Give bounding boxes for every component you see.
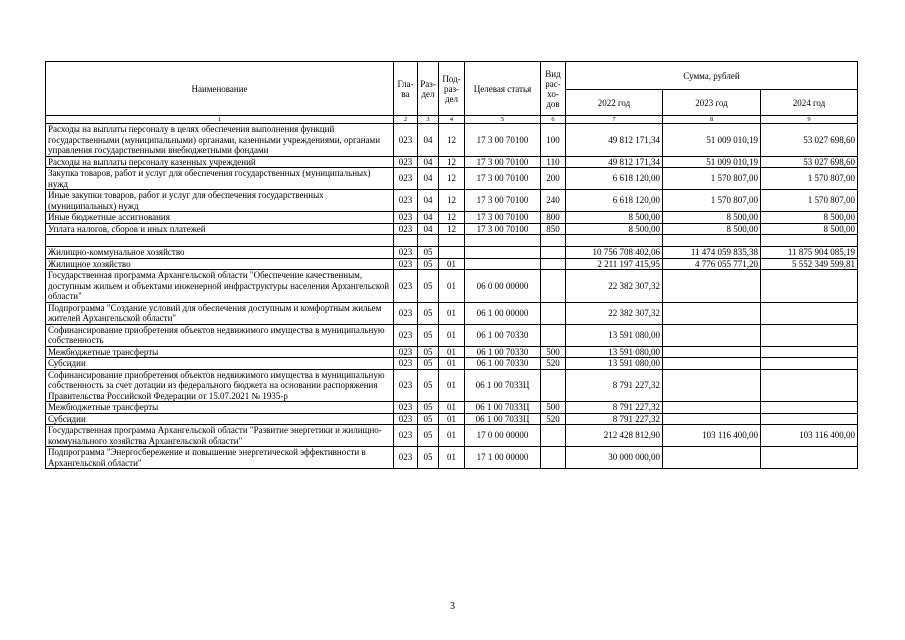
row-sum-2022: 8 791 227,32: [566, 413, 663, 425]
row-sum-2023: 1 570 807,00: [663, 190, 761, 212]
table-row: [46, 235, 858, 247]
row-sum-2024: 8 500,00: [761, 223, 858, 235]
row-expense-type: [541, 324, 566, 346]
row-podrazdel: 01: [439, 447, 465, 469]
row-sum-2022: 13 591 080,00: [566, 346, 663, 358]
table-row: [46, 247, 858, 259]
row-sum-2024: [761, 270, 858, 303]
header-razdel: Раз-дел: [418, 62, 439, 116]
row-name: Иные закупки товаров, работ и услуг для обеспечения государственных (муниципальных) нужд: [46, 190, 394, 212]
table-row: [46, 156, 858, 168]
row-expense-type: [541, 235, 566, 247]
row-glava: 023: [394, 212, 418, 224]
row-podrazdel: 12: [439, 156, 465, 168]
row-razdel: 05: [418, 302, 439, 324]
column-index-cell: 9: [761, 116, 858, 124]
row-glava: 023: [394, 324, 418, 346]
table-row: [46, 212, 858, 224]
column-index-cell: 4: [439, 116, 465, 124]
row-name: Иные бюджетные ассигнования: [46, 212, 394, 224]
row-target-article: 06 1 00 70330: [465, 346, 541, 358]
row-razdel: 04: [418, 124, 439, 157]
header-year-2024: 2024 год: [761, 90, 858, 116]
row-sum-2022: 8 500,00: [566, 223, 663, 235]
row-name: Межбюджетные трансферты: [46, 346, 394, 358]
row-expense-type: 500: [541, 346, 566, 358]
row-glava: 023: [394, 302, 418, 324]
row-name: Субсидии: [46, 358, 394, 370]
row-sum-2024: [761, 447, 858, 469]
row-sum-2023: 11 474 059 835,38: [663, 247, 761, 259]
row-glava: 023: [394, 223, 418, 235]
row-sum-2022: 13 591 080,00: [566, 324, 663, 346]
row-razdel: 05: [418, 369, 439, 402]
row-sum-2024: [761, 346, 858, 358]
row-razdel: 04: [418, 156, 439, 168]
row-podrazdel: 12: [439, 168, 465, 190]
row-podrazdel: 01: [439, 413, 465, 425]
table-body: [46, 124, 858, 469]
table-row: [46, 425, 858, 447]
header-glava: Гла-ва: [394, 62, 418, 116]
row-razdel: 05: [418, 270, 439, 303]
row-razdel: 05: [418, 425, 439, 447]
row-expense-type: [541, 425, 566, 447]
table-row: [46, 190, 858, 212]
row-sum-2022: 6 618 120,00: [566, 168, 663, 190]
row-sum-2022: 10 756 708 402,06: [566, 247, 663, 259]
row-target-article: 06 1 00 7033Ц: [465, 402, 541, 414]
row-sum-2023: [663, 413, 761, 425]
row-target-article: 17 3 00 70100: [465, 190, 541, 212]
row-glava: 023: [394, 358, 418, 370]
row-podrazdel: 01: [439, 302, 465, 324]
row-sum-2023: [663, 358, 761, 370]
row-sum-2024: 8 500,00: [761, 212, 858, 224]
row-expense-type: 520: [541, 358, 566, 370]
table-row: [46, 258, 858, 270]
table-row: [46, 346, 858, 358]
row-sum-2024: 1 570 807,00: [761, 190, 858, 212]
row-expense-type: [541, 447, 566, 469]
row-name: Софинансирование приобретения объектов недвижимого имущества в муниципальную собственность за счет дотации из федерального бюджета на основании распоряжения Правительства Российской Федерации от 15.07.2021 № 1935-р: [46, 369, 394, 402]
table-row: [46, 324, 858, 346]
row-sum-2023: [663, 346, 761, 358]
row-target-article: 17 3 00 70100: [465, 156, 541, 168]
row-expense-type: 100: [541, 124, 566, 157]
row-podrazdel: 01: [439, 425, 465, 447]
row-razdel: 05: [418, 247, 439, 259]
row-sum-2022: 13 591 080,00: [566, 358, 663, 370]
row-podrazdel: 12: [439, 190, 465, 212]
row-sum-2023: 1 570 807,00: [663, 168, 761, 190]
header-target-article: Целевая статья: [465, 62, 541, 116]
row-sum-2023: 51 009 010,19: [663, 156, 761, 168]
row-sum-2023: [663, 369, 761, 402]
row-razdel: 04: [418, 212, 439, 224]
table-row: [46, 302, 858, 324]
row-sum-2023: [663, 302, 761, 324]
table-row: [46, 124, 858, 157]
row-expense-type: 240: [541, 190, 566, 212]
row-name: Софинансирование приобретения объектов недвижимого имущества в муниципальную собственность: [46, 324, 394, 346]
row-sum-2022: 22 382 307,32: [566, 302, 663, 324]
row-name: [46, 235, 394, 247]
row-razdel: 05: [418, 358, 439, 370]
row-sum-2024: 53 027 698,60: [761, 156, 858, 168]
row-name: Расходы на выплаты персоналу в целях обеспечения выполнения функций государственными (муниципальными) органами, казенными учреждениями, органами управления государственными внебюджетными фондами: [46, 124, 394, 157]
row-glava: 023: [394, 402, 418, 414]
row-podrazdel: 01: [439, 358, 465, 370]
row-target-article: 06 1 00 70330: [465, 324, 541, 346]
row-sum-2023: 51 009 010,19: [663, 124, 761, 157]
column-index-cell: 1: [46, 116, 394, 124]
row-sum-2023: [663, 270, 761, 303]
row-sum-2023: [663, 235, 761, 247]
row-sum-2023: 103 116 400,00: [663, 425, 761, 447]
header-name: Наименование: [46, 62, 394, 116]
row-glava: 023: [394, 413, 418, 425]
row-target-article: 06 1 00 00000: [465, 302, 541, 324]
row-glava: 023: [394, 156, 418, 168]
budget-table: [45, 61, 858, 469]
row-name: Уплата налогов, сборов и иных платежей: [46, 223, 394, 235]
row-sum-2024: [761, 413, 858, 425]
row-sum-2023: 8 500,00: [663, 212, 761, 224]
table-row: [46, 402, 858, 414]
row-podrazdel: 01: [439, 258, 465, 270]
table-row: [46, 358, 858, 370]
row-target-article: 06 0 00 00000: [465, 270, 541, 303]
row-target-article: [465, 235, 541, 247]
row-sum-2024: [761, 369, 858, 402]
row-target-article: 17 1 00 00000: [465, 447, 541, 469]
row-razdel: 04: [418, 223, 439, 235]
row-sum-2023: [663, 402, 761, 414]
row-razdel: 05: [418, 447, 439, 469]
column-index-cell: 2: [394, 116, 418, 124]
row-sum-2024: 103 116 400,00: [761, 425, 858, 447]
row-glava: 023: [394, 270, 418, 303]
row-razdel: 05: [418, 258, 439, 270]
header-year-2022: 2022 год: [566, 90, 663, 116]
row-podrazdel: 12: [439, 223, 465, 235]
row-sum-2022: 22 382 307,32: [566, 270, 663, 303]
row-glava: 023: [394, 346, 418, 358]
row-target-article: 06 1 00 7033Ц: [465, 413, 541, 425]
row-sum-2024: 11 875 904 085,19: [761, 247, 858, 259]
row-glava: 023: [394, 124, 418, 157]
row-sum-2024: 5 552 349 599,81: [761, 258, 858, 270]
row-podrazdel: 01: [439, 402, 465, 414]
row-target-article: 06 1 00 7033Ц: [465, 369, 541, 402]
row-name: Жилищно-коммунальное хозяйство: [46, 247, 394, 259]
row-razdel: 04: [418, 190, 439, 212]
row-expense-type: [541, 258, 566, 270]
table-row: [46, 168, 858, 190]
row-sum-2024: [761, 402, 858, 414]
row-podrazdel: 01: [439, 270, 465, 303]
row-target-article: [465, 258, 541, 270]
row-glava: [394, 235, 418, 247]
row-sum-2023: [663, 324, 761, 346]
header-sum: Сумма, рублей: [566, 62, 858, 90]
column-index-cell: 7: [566, 116, 663, 124]
header-year-2023: 2023 год: [663, 90, 761, 116]
row-sum-2023: [663, 447, 761, 469]
header-expense-type: Вид рас-хо-дов: [541, 62, 566, 116]
row-sum-2023: 8 500,00: [663, 223, 761, 235]
table-row: [46, 413, 858, 425]
row-glava: 023: [394, 425, 418, 447]
row-expense-type: [541, 302, 566, 324]
row-sum-2022: 8 500,00: [566, 212, 663, 224]
row-razdel: 05: [418, 402, 439, 414]
row-name: Расходы на выплаты персоналу казенных учреждений: [46, 156, 394, 168]
row-target-article: 17 3 00 70100: [465, 223, 541, 235]
row-podrazdel: 01: [439, 346, 465, 358]
row-sum-2024: 1 570 807,00: [761, 168, 858, 190]
row-glava: 023: [394, 258, 418, 270]
row-sum-2022: 49 812 171,34: [566, 124, 663, 157]
column-index-cell: 3: [418, 116, 439, 124]
row-sum-2022: 212 428 812,90: [566, 425, 663, 447]
row-sum-2022: [566, 235, 663, 247]
column-index-cell: 8: [663, 116, 761, 124]
row-razdel: 04: [418, 168, 439, 190]
table-row: [46, 270, 858, 303]
row-target-article: 06 1 00 70330: [465, 358, 541, 370]
table-row: [46, 223, 858, 235]
row-glava: 023: [394, 247, 418, 259]
row-target-article: 17 0 00 00000: [465, 425, 541, 447]
row-sum-2022: 2 211 197 415,95: [566, 258, 663, 270]
row-target-article: [465, 247, 541, 259]
table-row: [46, 369, 858, 402]
row-glava: 023: [394, 447, 418, 469]
row-podrazdel: [439, 247, 465, 259]
row-expense-type: [541, 369, 566, 402]
row-expense-type: 200: [541, 168, 566, 190]
row-razdel: 05: [418, 324, 439, 346]
row-glava: 023: [394, 168, 418, 190]
row-expense-type: 800: [541, 212, 566, 224]
row-expense-type: 850: [541, 223, 566, 235]
row-name: Закупка товаров, работ и услуг для обеспечения государственных (муниципальных) нужд: [46, 168, 394, 190]
row-sum-2024: [761, 235, 858, 247]
row-target-article: 17 3 00 70100: [465, 212, 541, 224]
column-index-cell: 6: [541, 116, 566, 124]
row-podrazdel: 12: [439, 212, 465, 224]
row-sum-2022: 30 000 000,00: [566, 447, 663, 469]
row-sum-2024: 53 027 698,60: [761, 124, 858, 157]
row-sum-2022: 8 791 227,32: [566, 369, 663, 402]
row-name: Межбюджетные трансферты: [46, 402, 394, 414]
column-index-row: [46, 116, 858, 124]
row-name: Жилищное хозяйство: [46, 258, 394, 270]
row-expense-type: 520: [541, 413, 566, 425]
column-index-cell: 5: [465, 116, 541, 124]
row-sum-2024: [761, 324, 858, 346]
row-name: Подпрограмма "Энергосбережение и повышение энергетической эффективности в Архангельской области": [46, 447, 394, 469]
row-expense-type: 110: [541, 156, 566, 168]
row-name: Государственная программа Архангельской области "Развитие энергетики и жилищно-коммунального хозяйства Архангельской области": [46, 425, 394, 447]
page-number: 3: [450, 601, 455, 612]
header-podrazdel: Под-раз-дел: [439, 62, 465, 116]
row-name: Подпрограмма "Создание условий для обеспечения доступным и комфортным жильем жителей Архангельской области": [46, 302, 394, 324]
row-glava: 023: [394, 369, 418, 402]
row-target-article: 17 3 00 70100: [465, 168, 541, 190]
row-glava: 023: [394, 190, 418, 212]
row-podrazdel: 12: [439, 124, 465, 157]
row-sum-2022: 49 812 171,34: [566, 156, 663, 168]
row-podrazdel: 01: [439, 369, 465, 402]
table-row: [46, 447, 858, 469]
row-razdel: 05: [418, 346, 439, 358]
row-sum-2024: [761, 358, 858, 370]
row-razdel: 05: [418, 413, 439, 425]
row-razdel: [418, 235, 439, 247]
row-podrazdel: 01: [439, 324, 465, 346]
row-sum-2022: 6 618 120,00: [566, 190, 663, 212]
row-name: Государственная программа Архангельской области "Обеспечение качественным, доступным жильем и объектами инженерной инфраструктуры населения Архангельской области": [46, 270, 394, 303]
row-sum-2024: [761, 302, 858, 324]
row-expense-type: [541, 270, 566, 303]
row-podrazdel: [439, 235, 465, 247]
row-sum-2022: 8 791 227,32: [566, 402, 663, 414]
row-expense-type: [541, 247, 566, 259]
row-sum-2023: 4 776 055 771,20: [663, 258, 761, 270]
row-expense-type: 500: [541, 402, 566, 414]
row-target-article: 17 3 00 70100: [465, 124, 541, 157]
row-name: Субсидии: [46, 413, 394, 425]
